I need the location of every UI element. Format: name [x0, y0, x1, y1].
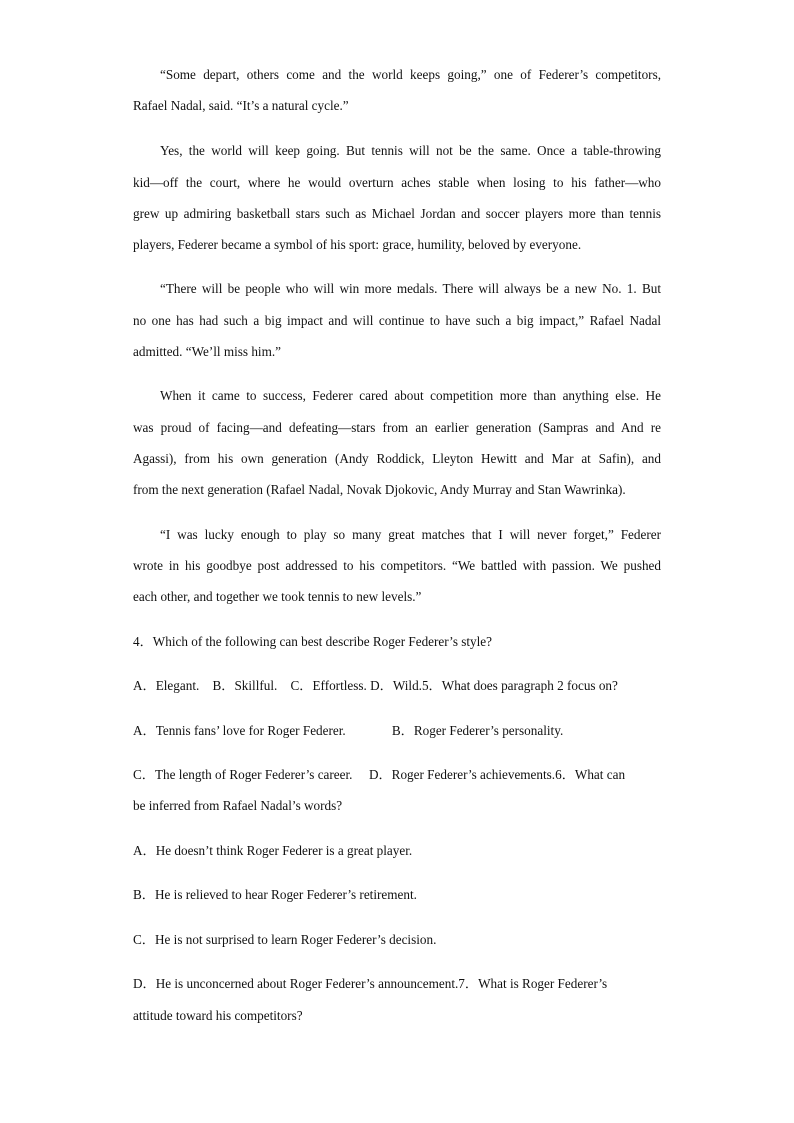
paragraph-5-line-3: each other, and together we took tennis to new levels.” [133, 589, 422, 604]
paragraph-1-line-1: “Some depart, others come and the world keeps going,” one of Federer’s competitors, [160, 67, 661, 82]
question-6-stem-continued: be inferred from Rafael Nadal’s words? [133, 798, 343, 813]
question-7-stem-continued: attitude toward his competitors? [133, 1008, 303, 1023]
paragraph-5-line-2: wrote in his goodbye post addressed to his competitors. “We battled with passion. We pushed [133, 558, 661, 573]
paragraph-4-line-4: from the next generation (Rafael Nadal, Novak Djokovic, Andy Murray and Stan Wawrinka). [133, 482, 626, 497]
paragraph-3-line-1: “There will be people who will win more medals. There will always be a new No. 1. But [160, 281, 661, 296]
question-6-option-c: C．He is not surprised to learn Roger Federer’s decision. [133, 932, 437, 947]
question-4-options-and-question-5-stem: A．Elegant. B．Skillful. C．Effortless. D．Wild.5．What does paragraph 2 focus on? [133, 678, 618, 693]
paragraph-2-line-4: players, Federer became a symbol of his sport: grace, humility, beloved by everyone. [133, 237, 582, 252]
question-5-options-a-b: A．Tennis fans’ love for Roger Federer. B．Roger Federer’s personality. [133, 723, 564, 738]
question-4-stem: 4．Which of the following can best describe Roger Federer’s style? [133, 634, 493, 649]
paragraph-3-line-2: no one has had such a big impact and will continue to have such a big impact,” Rafael Nadal [133, 313, 661, 328]
paragraph-4-line-3: Agassi), from his own generation (Andy Roddick, Lleyton Hewitt and Mar at Safin), and [133, 451, 661, 466]
paragraph-4-line-1: When it came to success, Federer cared about competition more than anything else. He [160, 388, 661, 403]
question-6-option-d-and-question-7-stem: D．He is unconcerned about Roger Federer’s announcement.7．What is Roger Federer’s [133, 976, 608, 991]
paragraph-2-line-1: Yes, the world will keep going. But tennis will not be the same. Once a table-throwing [160, 143, 661, 158]
question-5-options-c-d-and-question-6-stem: C．The length of Roger Federer’s career. D．Roger Federer’s achievements.6．What can [133, 767, 626, 782]
question-6-option-b: B．He is relieved to hear Roger Federer’s retirement. [133, 887, 417, 902]
paragraph-2-line-2: kid—off the court, where he would overturn aches stable when losing to his father—who [133, 175, 661, 190]
paragraph-3-line-3: admitted. “We’ll miss him.” [133, 344, 281, 359]
paragraph-5-line-1: “I was lucky enough to play so many great matches that I will never forget,” Federer [160, 527, 661, 542]
question-6-option-a: A．He doesn’t think Roger Federer is a great player. [133, 843, 413, 858]
paragraph-1-line-2: Rafael Nadal, said. “It’s a natural cycle.” [133, 98, 349, 113]
paragraph-2-line-3: grew up admiring basketball stars such as Michael Jordan and soccer players more than tennis [133, 206, 661, 221]
paragraph-4-line-2: was proud of facing—and defeating—stars from an earlier generation (Sampras and And re [133, 420, 661, 435]
